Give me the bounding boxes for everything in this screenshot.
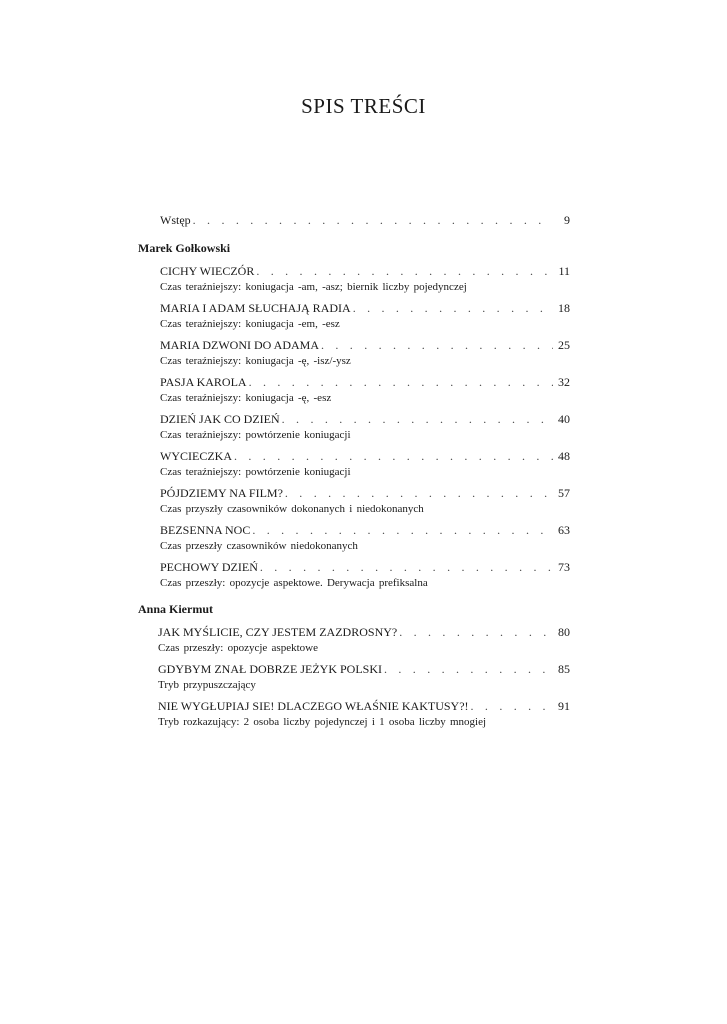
toc-entry-title: Wstęp <box>160 213 191 227</box>
toc-entry-subtitle: Tryb przypuszczający <box>158 679 256 691</box>
leader-dots <box>234 449 553 464</box>
toc-entry-subtitle: Czas teraźniejszy: koniugacja -ę, -isz/-ysz <box>160 355 351 367</box>
toc-entry[interactable] <box>160 412 570 427</box>
toc-entry-subtitle: Czas teraźniejszy: koniugacja -am, -asz; biernik liczby pojedynczej <box>160 281 467 293</box>
toc-entry-title: PASJA KAROLA <box>160 375 247 389</box>
leader-dots <box>282 412 553 427</box>
toc-entry-page: 80 <box>558 625 570 639</box>
leader-dots <box>252 523 553 538</box>
leader-dots <box>321 338 553 353</box>
toc-entry-subtitle: Czas teraźniejszy: powtórzenie koniugacji <box>160 429 351 441</box>
toc-entry-subtitle: Czas przeszły: opozycje aspektowe. Derywacja prefiksalna <box>160 577 428 589</box>
toc-entry-page: 91 <box>558 699 570 713</box>
leader-dots <box>384 662 553 677</box>
toc-entry[interactable] <box>158 625 570 640</box>
author-heading: Marek Gołkowski <box>138 241 231 255</box>
toc-entry[interactable] <box>160 486 570 501</box>
leader-dots <box>193 213 553 228</box>
toc-entry[interactable] <box>160 449 570 464</box>
toc-entry-page: 63 <box>558 523 570 537</box>
leader-dots <box>353 301 553 316</box>
leader-dots <box>399 625 553 640</box>
toc-entry-page: 40 <box>558 412 570 426</box>
toc-entry-subtitle: Czas przyszły czasowników dokonanych i niedokonanych <box>160 503 424 515</box>
leader-dots <box>260 560 553 575</box>
toc-entry[interactable] <box>158 662 570 677</box>
toc-entry-subtitle: Tryb rozkazujący: 2 osoba liczby pojedynczej i 1 osoba liczby mnogiej <box>158 716 487 728</box>
toc-entry-page: 48 <box>558 449 570 463</box>
toc-entry-page: 25 <box>558 338 570 352</box>
toc-entry-subtitle: Czas teraźniejszy: koniugacja -ę, -esz <box>160 392 332 404</box>
leader-dots <box>285 486 553 501</box>
toc-entry-title: MARIA I ADAM SŁUCHAJĄ RADIA <box>160 301 351 315</box>
toc-entry-subtitle: Czas przeszły czasowników niedokonanych <box>160 540 358 552</box>
toc-entry-subtitle: Czas teraźniejszy: koniugacja -em, -esz <box>160 318 340 330</box>
page-title: SPIS TREŚCI <box>301 94 426 118</box>
toc-entry-title: CICHY WIECZÓR <box>160 264 255 278</box>
toc-entry-title: MARIA DZWONI DO ADAMA <box>160 338 319 352</box>
leader-dots <box>249 375 553 390</box>
toc-entry-title: PECHOWY DZIEŃ <box>160 560 258 574</box>
toc-entry-page: 73 <box>558 560 570 574</box>
toc-entry-title: NIE WYGŁUPIAJ SIE! DLACZEGO WŁAŚNIE KAKTUSY?! <box>158 699 469 713</box>
toc-entry-title: BEZSENNA NOC <box>160 523 251 537</box>
toc-entry-page: 57 <box>558 486 570 500</box>
toc-entry-page: 9 <box>564 213 570 227</box>
toc-entry-title: JAK MYŚLICIE, CZY JESTEM ZAZDROSNY? <box>158 625 398 639</box>
toc-entry-subtitle: Czas przeszły: opozycje aspektowe <box>158 642 318 654</box>
toc-entry-title: WYCIECZKA <box>160 449 232 463</box>
toc-entry[interactable] <box>158 699 570 714</box>
toc-entry-intro[interactable] <box>160 213 570 228</box>
toc-entry[interactable] <box>160 523 570 538</box>
toc-entry[interactable] <box>160 375 570 390</box>
toc-entry[interactable] <box>160 560 570 575</box>
toc-entry-title: PÓJDZIEMY NA FILM? <box>160 486 283 500</box>
leader-dots <box>256 264 553 279</box>
author-heading: Anna Kiermut <box>138 602 213 616</box>
toc-entry-title: DZIEŃ JAK CO DZIEŃ <box>160 412 280 426</box>
toc-entry-page: 11 <box>558 264 570 278</box>
toc-entry-page: 18 <box>558 301 570 315</box>
toc-entry-title: GDYBYM ZNAŁ DOBRZE JEŻYK POLSKI <box>158 662 382 676</box>
toc-entry[interactable] <box>160 301 570 316</box>
toc-entry-page: 32 <box>558 375 570 389</box>
toc-entry[interactable] <box>160 338 570 353</box>
leader-dots <box>471 699 553 714</box>
toc-entry[interactable] <box>160 264 570 279</box>
toc-entry-subtitle: Czas teraźniejszy: powtórzenie koniugacji <box>160 466 351 478</box>
toc-entry-page: 85 <box>558 662 570 676</box>
